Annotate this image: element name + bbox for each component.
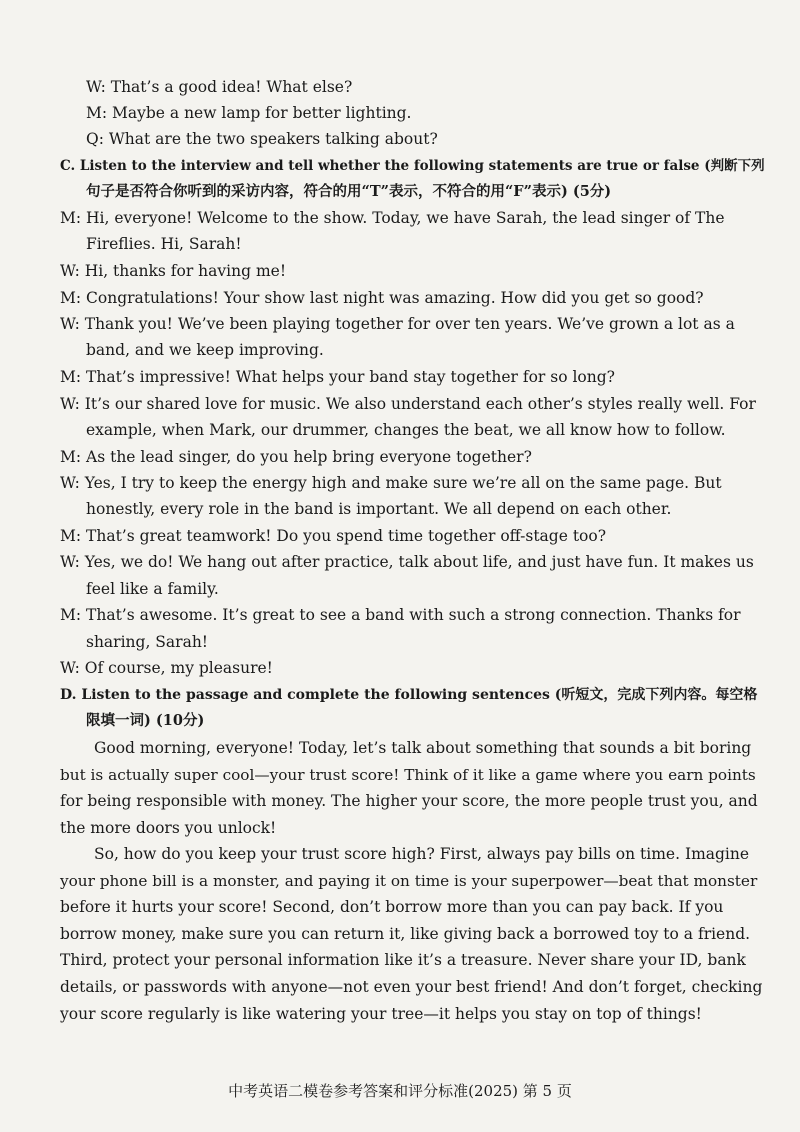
section-d-heading-cont: 限填一词) (10分)	[86, 712, 205, 729]
interview-line: feel like a family.	[86, 580, 219, 598]
passage-line: your score regularly is like watering your tree—it helps you stay on top of things!	[60, 1005, 702, 1023]
interview-line: M: As the lead singer, do you help bring everyone together?	[60, 448, 532, 466]
passage-line: details, or passwords with anyone—not even your best friend! And don’t forget, checking	[60, 978, 763, 996]
section-d-heading: D. Listen to the passage and complete the following sentences (听短文，完成下列内容。每空格	[60, 687, 758, 703]
passage-line: for being responsible with money. The higher your score, the more people trust you, and	[60, 792, 758, 810]
interview-line: W: Thank you! We’ve been playing together for over ten years. We’ve grown a lot as a	[60, 315, 735, 333]
passage-line: the more doors you unlock!	[60, 819, 277, 837]
interview-line: W: Of course, my pleasure!	[60, 659, 273, 677]
section-c-heading: C. Listen to the interview and tell whether the following statements are true or false (判断下列	[60, 158, 765, 174]
passage-line: Third, protect your personal information like it’s a treasure. Never share your ID, bank	[60, 951, 746, 969]
interview-line: example, when Mark, our drummer, changes the beat, we all know how to follow.	[86, 421, 726, 439]
passage-line: your phone bill is a monster, and paying it on time is your superpower—beat that monster	[60, 872, 758, 890]
interview-line: W: Yes, I try to keep the energy high and make sure we’re all on the same page. But	[60, 474, 722, 492]
interview-line: honestly, every role in the band is important. We all depend on each other.	[86, 500, 672, 518]
passage-line: but is actually super cool—your trust score! Think of it like a game where you earn points	[60, 766, 756, 784]
interview-line: W: It’s our shared love for music. We also understand each other’s styles really well. For	[60, 395, 756, 413]
interview-line: M: That’s impressive! What helps your band stay together for so long?	[60, 368, 615, 386]
passage-line: Good morning, everyone! Today, let’s talk about something that sounds a bit boring	[94, 739, 752, 757]
page-footer: 中考英语二模卷参考答案和评分标准(2025) 第 5 页	[228, 1082, 572, 1100]
dialogue-line: Q: What are the two speakers talking about?	[86, 130, 438, 148]
interview-line: W: Yes, we do! We hang out after practice, talk about life, and just have fun. It makes us	[60, 553, 754, 571]
section-c-heading-cont: 句子是否符合你听到的采访内容，符合的用“T”表示，不符合的用“F”表示) (5分)	[86, 183, 612, 200]
passage-line: borrow money, make sure you can return it, like giving back a borrowed toy to a friend.	[60, 925, 751, 943]
interview-line: M: That’s great teamwork! Do you spend time together off-stage too?	[60, 527, 607, 545]
passage-line: before it hurts your score! Second, don’t borrow more than you can pay back. If you	[60, 898, 724, 916]
passage-line: So, how do you keep your trust score high? First, always pay bills on time. Imagine	[94, 845, 750, 863]
interview-line: sharing, Sarah!	[86, 633, 209, 651]
interview-line: band, and we keep improving.	[86, 341, 324, 359]
interview-line: M: Congratulations! Your show last night was amazing. How did you get so good?	[60, 289, 704, 307]
interview-line: Fireflies. Hi, Sarah!	[86, 235, 242, 253]
interview-line: W: Hi, thanks for having me!	[60, 262, 287, 280]
interview-line: M: Hi, everyone! Welcome to the show. Today, we have Sarah, the lead singer of The	[60, 209, 725, 227]
dialogue-line: W: That’s a good idea! What else?	[86, 78, 353, 96]
interview-line: M: That’s awesome. It’s great to see a band with such a strong connection. Thanks for	[60, 606, 741, 624]
dialogue-line: M: Maybe a new lamp for better lighting.	[86, 104, 412, 122]
